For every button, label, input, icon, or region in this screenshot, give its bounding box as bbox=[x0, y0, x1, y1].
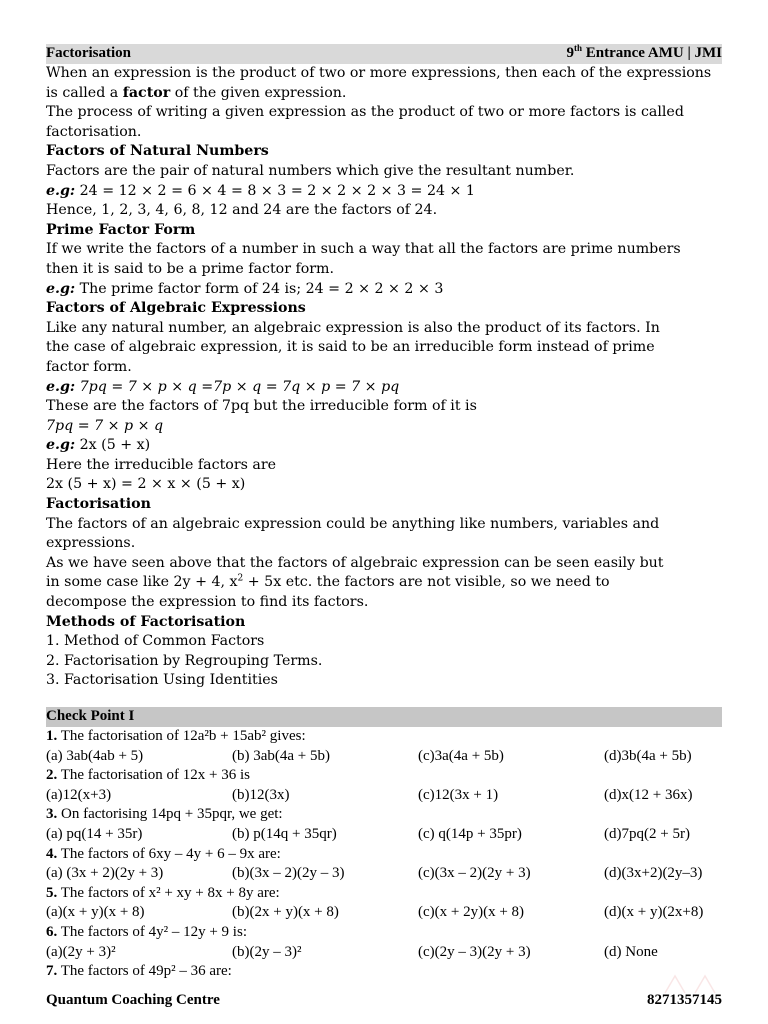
prime-heading: Prime Factor Form bbox=[46, 221, 196, 238]
question-4 bbox=[46, 845, 722, 865]
question-6 bbox=[46, 923, 722, 943]
question-options bbox=[46, 943, 722, 963]
question-text: The factorisation of 12x + 36 is bbox=[57, 767, 250, 784]
question-text: The factorisation of 12a²b + 15ab² gives: bbox=[57, 728, 306, 744]
option-c: (c)(2y – 3)(2y + 3) bbox=[418, 943, 531, 960]
question-options bbox=[46, 864, 722, 884]
header-grade: 9 bbox=[566, 45, 575, 62]
option-a: (a) (3x + 2)(2y + 3) bbox=[46, 865, 164, 882]
question-number: 1. bbox=[46, 728, 58, 744]
checkpoint-bar bbox=[46, 707, 722, 727]
page-content bbox=[46, 44, 722, 982]
algebraic-heading: Factors of Algebraic Expressions bbox=[46, 300, 306, 317]
algebraic-section bbox=[46, 299, 722, 495]
option-a: (a)(2y + 3)² bbox=[46, 943, 116, 960]
intro-line-2-pre: is called a bbox=[46, 84, 123, 101]
watermark-icon bbox=[660, 968, 720, 998]
option-a: (a)(x + y)(x + 8) bbox=[46, 904, 145, 921]
intro-line-4: factorisation. bbox=[46, 123, 142, 140]
algebraic-line-3: factor form. bbox=[46, 358, 132, 375]
factorisation-line-4-pre: in some case like 2y + 4, x bbox=[46, 574, 238, 591]
question-number: 5. bbox=[46, 884, 58, 901]
factorisation-line-5: decompose the expression to find its factors. bbox=[46, 594, 369, 611]
method-item: 2. Factorisation by Regrouping Terms. bbox=[46, 652, 323, 669]
question-options bbox=[46, 903, 722, 923]
methods-section bbox=[46, 613, 722, 691]
natural-numbers-section bbox=[46, 142, 722, 220]
option-b: (b)(2y – 3)² bbox=[232, 943, 302, 960]
natural-heading: Factors of Natural Numbers bbox=[46, 143, 269, 160]
prime-factor-section bbox=[46, 221, 722, 299]
factorisation-line-4-post: + 5x etc. the factors are not visible, so we need to bbox=[243, 574, 610, 591]
question-number: 2. bbox=[46, 767, 58, 784]
method-item: 1. Method of Common Factors bbox=[46, 633, 265, 650]
option-d: (d)7pq(2 + 5r) bbox=[604, 825, 690, 842]
prime-example bbox=[46, 280, 722, 300]
question-text: The factors of 49p² – 36 are: bbox=[57, 963, 232, 980]
option-c: (c)12(3x + 1) bbox=[418, 786, 499, 803]
footer-institute: Quantum Coaching Centre bbox=[46, 992, 220, 1008]
methods-heading: Methods of Factorisation bbox=[46, 613, 246, 630]
checkpoint-title: Check Point I bbox=[46, 708, 135, 725]
question-number: 4. bbox=[46, 845, 58, 862]
algebraic-line-9: 2x (5 + x) = 2 × x × (5 + x) bbox=[46, 476, 246, 493]
prime-line-1: If we write the factors of a number in such a way that all the factors are prime numbers bbox=[46, 241, 681, 258]
algebraic-example-2-text: 2x (5 + x) bbox=[75, 437, 151, 454]
algebraic-line-2: the case of algebraic expression, it is said to be an irreducible form instead of prime bbox=[46, 339, 655, 356]
question-number: 7. bbox=[46, 963, 58, 980]
prime-line-2: then it is said to be a prime factor form. bbox=[46, 260, 335, 277]
option-b: (b) 3ab(4a + 5b) bbox=[232, 747, 331, 764]
natural-example bbox=[46, 182, 722, 202]
algebraic-example-1 bbox=[46, 378, 722, 398]
option-b: (b) p(14q + 35qr) bbox=[232, 825, 337, 842]
factorisation-heading: Factorisation bbox=[46, 496, 151, 513]
question-number: 6. bbox=[46, 923, 58, 940]
question-options bbox=[46, 786, 722, 806]
natural-example-text: 24 = 12 × 2 = 6 × 4 = 8 × 3 = 2 × 2 × 2 × 3 = 24 × 1 bbox=[75, 182, 475, 199]
algebraic-line-6: 7pq = 7 × p × q bbox=[46, 417, 164, 434]
question-text: The factors of x² + xy + 8x + 8y are: bbox=[57, 884, 280, 901]
intro-factor-term: factor bbox=[122, 84, 171, 101]
algebraic-line-1: Like any natural number, an algebraic expression is also the product of its factors. In bbox=[46, 319, 660, 336]
question-2 bbox=[46, 766, 722, 786]
option-a: (a) pq(14 + 35r) bbox=[46, 825, 143, 842]
footer-phone: 8271357145 bbox=[647, 992, 722, 1008]
option-a: (a)12(x+3) bbox=[46, 786, 112, 803]
intro-line-3: The process of writing a given expression as the product of two or more factors is called bbox=[46, 104, 684, 121]
header-bar bbox=[46, 44, 722, 64]
eg-label: e.g: bbox=[46, 437, 76, 454]
header-exam: Entrance AMU | JMI bbox=[582, 45, 722, 62]
factorisation-line-3: As we have seen above that the factors of algebraic expression can be seen easily but bbox=[46, 554, 664, 571]
factorisation-line-2: expressions. bbox=[46, 535, 136, 552]
option-c: (c) q(14p + 35pr) bbox=[418, 825, 522, 842]
header-right bbox=[567, 44, 722, 64]
question-options bbox=[46, 825, 722, 845]
algebraic-line-5: These are the factors of 7pq but the irreducible form of it is bbox=[46, 398, 477, 415]
question-number: 3. bbox=[46, 806, 58, 823]
algebraic-line-8: Here the irreducible factors are bbox=[46, 456, 277, 473]
intro-line-2-post: of the given expression. bbox=[170, 84, 347, 101]
header-grade-sup: th bbox=[574, 43, 583, 54]
eg-label: e.g: bbox=[46, 378, 76, 395]
algebraic-example-1-text: 7pq = 7 × p × q =7p × q = 7q × p = 7 × pq bbox=[75, 378, 400, 395]
option-c: (c)(x + 2y)(x + 8) bbox=[418, 904, 525, 921]
question-text: The factors of 6xy – 4y + 6 – 9x are: bbox=[57, 845, 281, 862]
question-7 bbox=[46, 962, 722, 982]
prime-example-text: The prime factor form of 24 is; 24 = 2 × 2 × 2 × 3 bbox=[75, 280, 444, 297]
natural-line-3: Hence, 1, 2, 3, 4, 6, 8, 12 and 24 are the factors of 24. bbox=[46, 202, 438, 219]
question-text: On factorising 14pq + 35pqr, we get: bbox=[57, 806, 283, 823]
eg-label: e.g: bbox=[46, 280, 76, 297]
option-b: (b)(3x – 2)(2y – 3) bbox=[232, 865, 345, 882]
method-item: 3. Factorisation Using Identities bbox=[46, 672, 278, 689]
footer bbox=[46, 992, 722, 1009]
option-a: (a) 3ab(4ab + 5) bbox=[46, 747, 144, 764]
intro-section bbox=[46, 64, 722, 142]
option-c: (c)3a(4a + 5b) bbox=[418, 747, 504, 764]
option-c: (c)(3x – 2)(2y + 3) bbox=[418, 865, 531, 882]
option-d: (d) None bbox=[604, 943, 658, 960]
intro-line-1: When an expression is the product of two or more expressions, then each of the expressions bbox=[46, 65, 712, 81]
question-3 bbox=[46, 805, 722, 825]
option-b: (b)(2x + y)(x + 8) bbox=[232, 904, 339, 921]
eg-label: e.g: bbox=[46, 182, 76, 199]
intro-line-2 bbox=[46, 84, 722, 104]
natural-line-1: Factors are the pair of natural numbers which give the resultant number. bbox=[46, 162, 575, 179]
question-5 bbox=[46, 884, 722, 904]
option-d: (d)(3x+2)(2y–3) bbox=[604, 865, 703, 882]
factorisation-section bbox=[46, 495, 722, 613]
question-1 bbox=[46, 727, 722, 747]
checkpoint-questions bbox=[46, 727, 722, 982]
option-d: (d)3b(4a + 5b) bbox=[604, 747, 692, 764]
option-b: (b)12(3x) bbox=[232, 786, 290, 803]
factorisation-line-1: The factors of an algebraic expression could be anything like numbers, variables and bbox=[46, 515, 660, 532]
option-d: (d)x(12 + 36x) bbox=[604, 786, 693, 803]
option-d: (d)(x + y)(2x+8) bbox=[604, 904, 704, 921]
algebraic-example-2 bbox=[46, 436, 722, 456]
question-options bbox=[46, 747, 722, 767]
factorisation-line-4-sup: 2 bbox=[237, 573, 244, 584]
header-title: Factorisation bbox=[46, 45, 131, 62]
question-text: The factors of 4y² – 12y + 9 is: bbox=[57, 923, 247, 940]
factorisation-line-4 bbox=[46, 573, 722, 593]
